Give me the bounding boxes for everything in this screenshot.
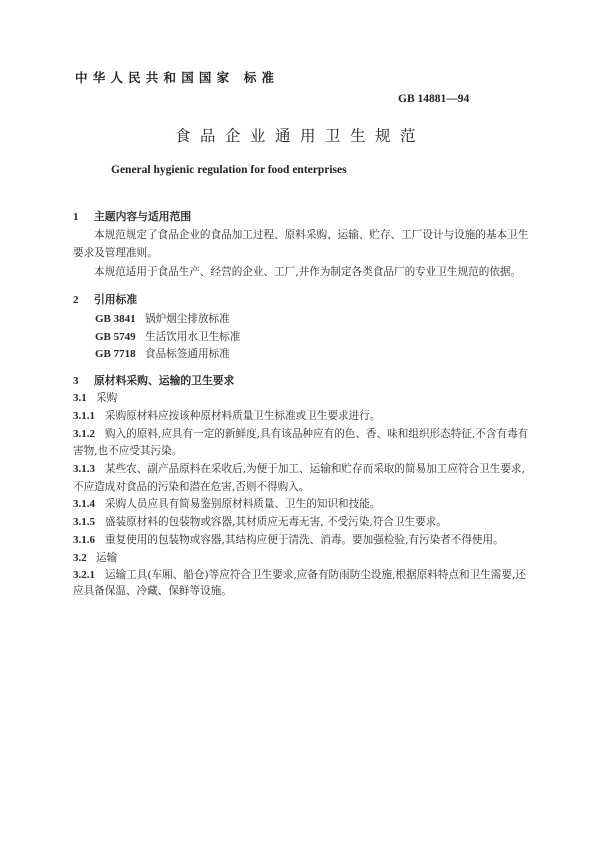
section-3-heading: 3 原材料采购、运输的卫生要求 — [73, 374, 235, 387]
national-standard-header: 中华人民共和国国家 标准 — [75, 70, 280, 85]
clause-3-1-5: 3.1.5 盛装原材料的包装物或容器,其材质应无毒无害, 不受污染,符合卫生要求。 — [73, 516, 447, 528]
clause-3-1-6: 3.1.6 重复使用的包装物或容器,其结构应便于清洗、消毒。要加强检验,有污染者不得使用。 — [73, 534, 504, 546]
clause-3-1-2-cont: 害物,也不应受其污染。 — [73, 445, 183, 457]
standard-code: GB 14881—94 — [398, 93, 470, 105]
clause-3-2-1: 3.2.1 运输工具(车厢、船仓)等应符合卫生要求,应备有防雨防尘设施,根据原料特点和卫生需要,还 — [73, 569, 526, 581]
clause-3-1-3: 3.1.3 某些农、副产品原料在采收后,为便于加工、运输和贮存而采取的简易加工应符合卫生要求, — [73, 463, 525, 475]
reference-item: GB 5749 生活饮用水卫生标准 — [95, 331, 241, 343]
clause-3-1-4: 3.1.4 采购人员应具有简易鉴别原材料质量、卫生的知识和技能。 — [73, 498, 381, 510]
english-title: General hygienic regulation for food enterprises — [111, 164, 347, 176]
reference-item: GB 3841 锅炉烟尘排放标准 — [95, 313, 230, 325]
section-1-paragraph-1-cont: 要求及管理准则。 — [73, 247, 158, 259]
section-1-paragraph-1: 本规范规定了食品企业的食品加工过程、原料采购、运输、贮存、工厂设计与设施的基本卫生 — [94, 229, 529, 241]
clause-3-2: 3.2 运输 — [73, 552, 118, 564]
document-title: 食品企业通用卫生规范 — [174, 127, 425, 145]
clause-3-1-3-cont: 不应造成对食品的污染和潜在危害,否则不得购入。 — [73, 481, 310, 493]
clause-3-1-2: 3.1.2 购入的原料,应具有一定的新鲜度,具有该品种应有的色、香、味和组织形态特征,不含有毒有 — [73, 428, 529, 440]
clause-3-2-1-cont: 应具备保温、冷藏、保鲜等设施。 — [73, 585, 232, 597]
section-2-heading: 2 引用标准 — [73, 293, 138, 306]
clause-3-1-1: 3.1.1 采购原材料应按该种原材料质量卫生标准或卫生要求进行。 — [73, 410, 381, 422]
section-1-heading: 1 主题内容与适用范围 — [73, 210, 192, 223]
reference-item: GB 7718 食品标签通用标准 — [95, 348, 230, 360]
clause-3-1: 3.1 采购 — [73, 392, 118, 404]
section-1-paragraph-2: 本规范适用于食品生产、经营的企业、工厂,并作为制定各类食品厂的专业卫生规范的依据。 — [94, 266, 522, 278]
